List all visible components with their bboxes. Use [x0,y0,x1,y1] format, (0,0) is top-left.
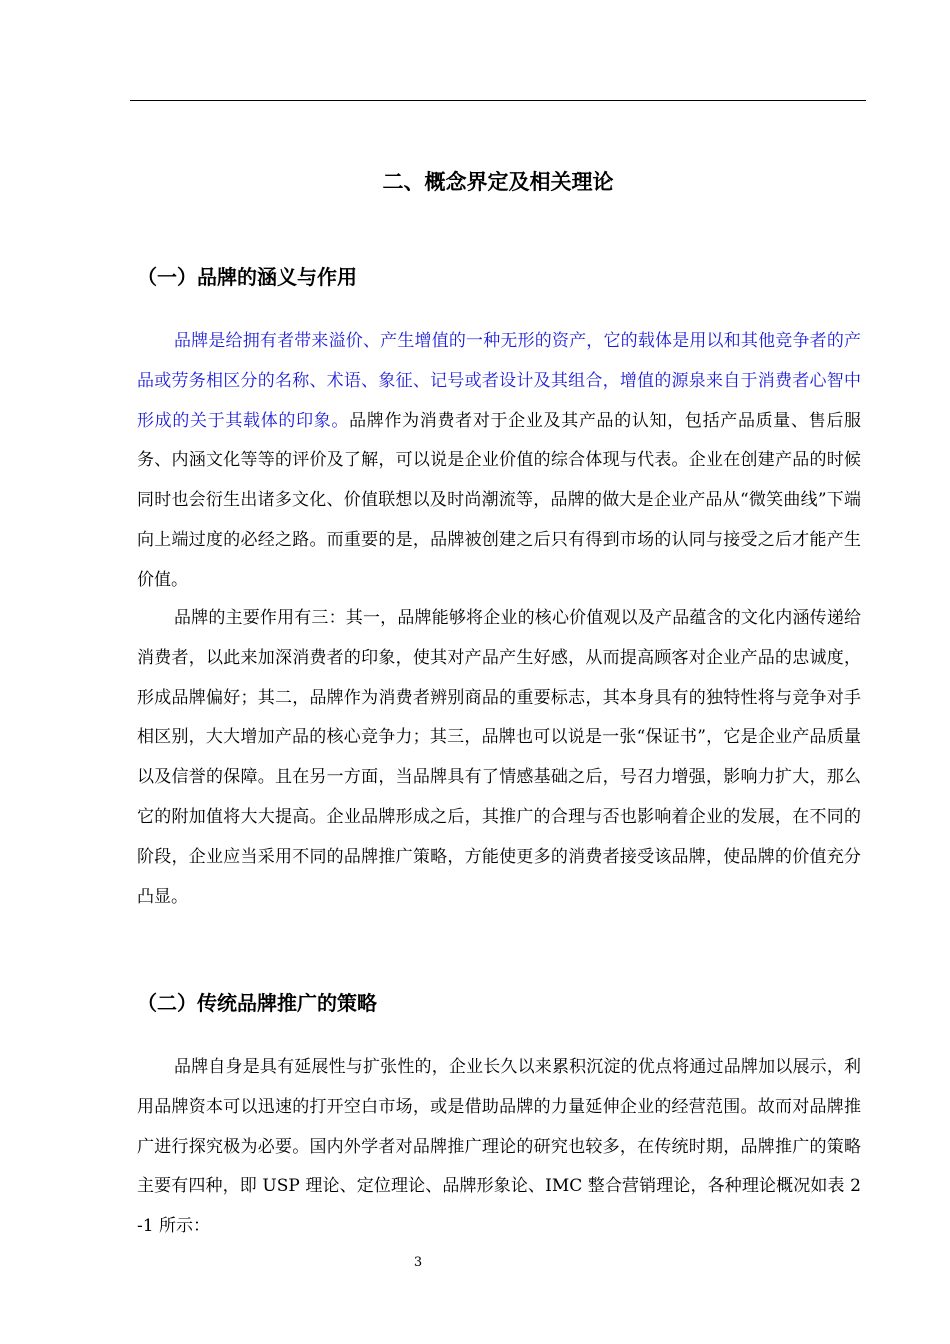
paragraph-text: 品牌作为消费者对于企业及其产品的认知，包括产品质量、售后服务、内涵文化等等的评价及了解，可以说是企业价值的综合体现与代表。企业在创建产品的时候同时也会衍生出诸多文化、价值联想以及时尚潮流等，品牌的做大是企业产品从“微笑曲线”下端向上端过度的必经之路。而重要的是，品牌被创建之后只有得到市场的认同与接受之后才能产生价值。 [137,410,862,590]
section-title-traditional-strategies: （二）传统品牌推广的策略 [137,991,377,1015]
chapter-title: 二、概念界定及相关理论 [382,170,614,194]
paragraph-traditional-strategies: 品牌自身是具有延展性与扩张性的，企业长久以来累积沉淀的优点将通过品牌加以展示，利用品牌资本可以迅速的打开空白市场，或是借助品牌的力量延伸企业的经营范围。故而对品牌推广进行探究极为必要。国内外学者对品牌推广理论的研究也较多，在传统时期，品牌推广的策略主要有四种，即 USP 理论、定位理论、品牌形象论、IMC 整合营销理论，各种理论概况如表 2-1 所示： [137,1057,861,1237]
header-rule [130,100,866,101]
paragraph-brand-definition [137,322,861,601]
paragraph-brand-functions: 品牌的主要作用有三：其一，品牌能够将企业的核心价值观以及产品蕴含的文化内涵传递给消费者，以此来加深消费者的印象，使其对产品产生好感，从而提高顾客对企业产品的忠诚度，形成品牌偏好；其二，品牌作为消费者辨别商品的重要标志，其本身具有的独特性将与竞争对手相区别，大大增加产品的核心竞争力；其三，品牌也可以说是一张“保证书”，它是企业产品质量以及信誉的保障。且在另一方面，当品牌具有了情感基础之后，号召力增强，影响力扩大，那么它的附加值将大大提高。企业品牌形成之后，其推广的合理与否也影响着企业的发展，在不同的阶段，企业应当采用不同的品牌推广策略，方能使更多的消费者接受该品牌，使品牌的价值充分凸显。 [137,608,861,907]
page-number: 3 [413,1255,423,1270]
highlighted-definition-text: 品牌是给拥有者带来溢价、产生增值的一种无形的资产，它的载体是用以和其他竞争者的产品或劳务相区分的名称、术语、象征、记号或者设计及其组合，增值的源泉来自于消费者心智中形成的关于其载体的印象。 [137,331,861,431]
section-title-brand-meaning: （一）品牌的涵义与作用 [137,265,357,289]
